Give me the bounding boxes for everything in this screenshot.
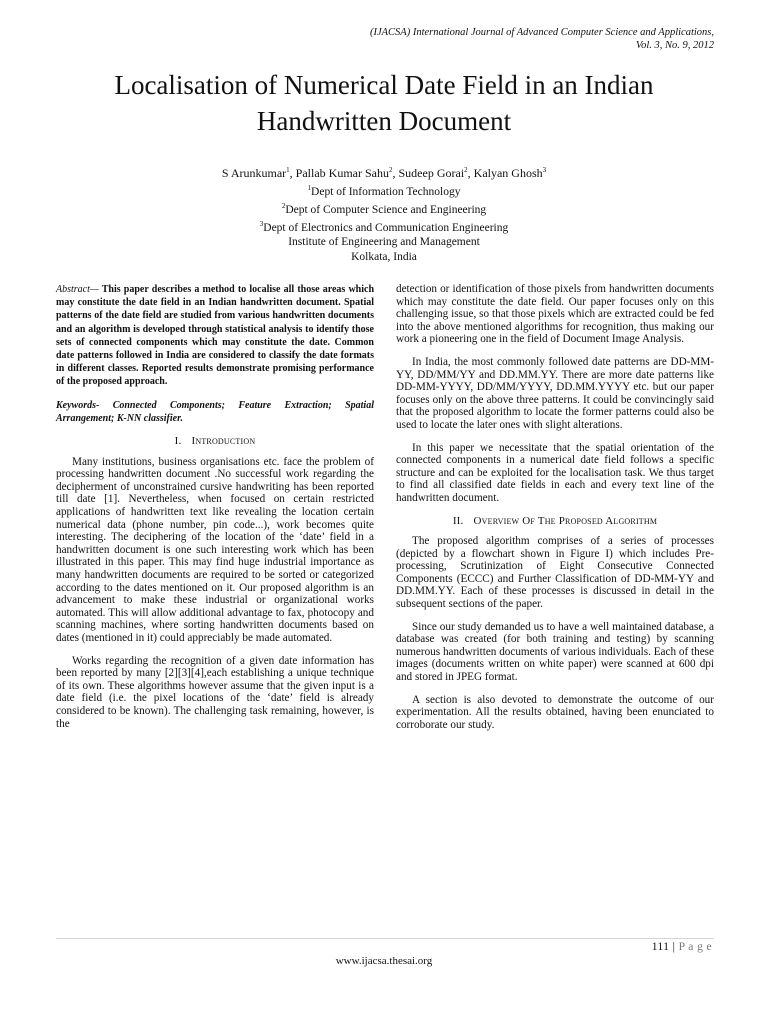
paper-title — [0, 67, 768, 139]
footer-divider — [56, 938, 714, 939]
affiliation-2: $^2$Dept of Computer Science and Engineering — [281, 202, 487, 216]
affiliation-1: $^1$Dept of Information Technology — [307, 184, 461, 198]
journal-header — [370, 26, 714, 52]
location: Kolkata, India — [351, 250, 417, 263]
affiliations — [0, 181, 768, 264]
keywords: Keywords- Connected Components; Feature Extraction; Spatial Arrangement; K-NN classifier. — [56, 399, 374, 424]
left-column — [56, 283, 374, 740]
author: Kalyan Ghosh$^3$ — [473, 166, 547, 180]
section-heading-overview: II. Overview Of The Proposed Algorithm — [452, 514, 658, 527]
paragraph: In India, the most commonly followed date patterns are DD-MM-YY, DD/MM/YY and DD.MM.YY. There are more date patterns like DD-MM-YYYY, DD/MM/YYYY, DD.MM.YYYY etc. but our paper focuses only on the above three patterns. It could be convincingly said that the proposed algorithm to locate the former patterns could also be used to locate the later ones with slight alterations. — [396, 355, 714, 431]
paragraph: The proposed algorithm comprises of a series of processes (depicted by a flowchart shown in Figure I) which includes Pre-processing, Scrutinization of Eight Consecutive Connected Components (ECCC) and Further Classification of DD-MM-YY and DD.MM.YY. Each of these processes is discussed in detail in the subsequent sections of the paper. — [396, 535, 714, 611]
author-list — [0, 163, 768, 181]
journal-website: www.ijacsa.thesai.org — [335, 955, 433, 967]
paragraph: Since our study demanded us to have a well maintained database, a database was created (for both training and testing) by scanning numerous handwritten documents of various individuals. Each of these images (documents written on white paper) were scanned at 600 dpi and stored in JPEG format. — [396, 620, 714, 684]
journal-name: (IJACSA) International Journal of Advanced Computer Science and Applications, — [369, 27, 714, 38]
paragraph: Works regarding the recognition of a given date information has been reported by many [2][3][4],each establishing a unique technique of its own. These algorithms however assume that the given input is a date field (i.e. the pixel locations of the ‘date’ field is already considered to be known). The challenging task remaining, however, is the — [56, 654, 374, 730]
right-column — [396, 283, 714, 741]
abstract-lead: Abstract— — [56, 284, 99, 295]
author: Sudeep Gorai$^2$, — [398, 166, 474, 180]
paper-title-line-2: Handwritten Document — [256, 106, 512, 136]
abstract-text: This paper describes a method to localise all those areas which may constitute the date field in an Indian handwritten document. Spatial patterns of the date field are studied from various handwritten documents and an algorithm is developed through statistical analysis to identify those sets of connected components which may constitute the date. Common date patterns followed in India are considered to classify the date formats in different classes. Reported results demonstrate promising performance of the proposed approach. — [56, 284, 374, 388]
paragraph: Many institutions, business organisations etc. face the problem of processing handwritten document .No successful work regarding the decipherment of unconstrained cursive handwriting has been reported till date [1]. Nevertheless, when focused on certain restricted applications of handwritten text like revealing the location certain numerical data (phone number, pin code...), work becomes quite interesting. The deciphering of the location of the ‘date’ field in a handwritten document is one such interesting work which has been illustrated in this paper. This may find huge industrial importance as many handwritten documents are required to be sorted or categorized according to the dates mentioned on it. Our proposed algorithm is an advancement to make these industrial or organizational works automated. This will allow additional advantage to fax, photocopy and scanning machines, where sorting handwritten documents based on dates (mentioned in it) could appreciably be made automated. — [56, 455, 374, 644]
paragraph: detection or identification of those pixels from handwritten documents which may constitute the date field. Our paper focuses only on this challenging issue, so that those pixels which are extracted could be fed into the above mentioned algorithms for recognition, thus making our work a pioneering one in the field of Document Image Analysis. — [396, 283, 714, 346]
section-heading-introduction: I. Introduction — [174, 435, 256, 448]
affiliation-3: $^3$Dept of Electronics and Communication Engineering — [259, 220, 509, 235]
paragraph: In this paper we necessitate that the spatial orientation of the connected components in a numerical date field follows a specific structure and can be exploited for the localisation task. We thus target to find all classified date fields in each and every text line of the handwritten document. — [396, 441, 714, 504]
author: Pallab Kumar Sahu$^2$, — [295, 166, 399, 180]
institute: Institute of Engineering and Management — [288, 236, 480, 249]
journal-volume: Vol. 3, No. 9, 2012 — [635, 40, 714, 51]
paper-title-line-1: Localisation of Numerical Date Field in an Indian — [114, 70, 654, 100]
abstract — [56, 283, 374, 389]
paragraph: A section is also devoted to demonstrate the outcome of our experimentation. All the results obtained, having been enunciated to corroborate our study. — [396, 693, 714, 731]
page-number: 111 | P a g e — [651, 941, 712, 953]
author: S Arunkumar$^1$, — [221, 166, 296, 180]
